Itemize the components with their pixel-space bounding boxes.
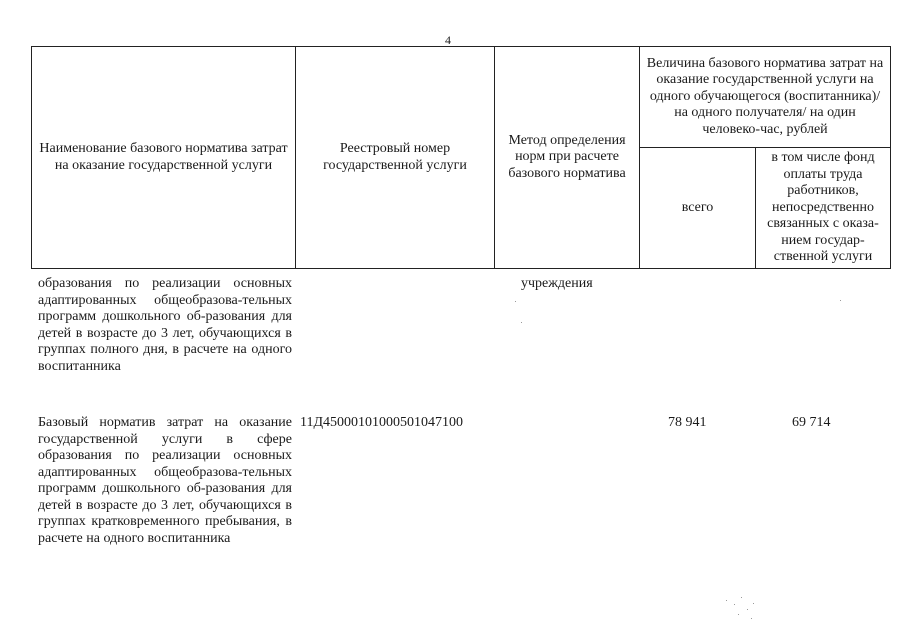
table-row-2-wage-fund: 69 714 xyxy=(792,415,831,430)
table-header xyxy=(31,46,891,269)
page-number: 4 xyxy=(445,33,451,47)
table-row-1-name: образования по реализации основных адаптированных общеобразова-тельных программ дошкольного об-разования для детей в возрасте до 3 лет, обучающихся в группах полного дня, в расчете на одного воспитанника xyxy=(38,276,292,374)
header-registry-cell xyxy=(296,47,495,269)
table-row-2-name: Базовый норматив затрат на оказание государственной услуги в сфере образования по реализации основных адаптированных общеобразова-тельных программ дошкольного об-разования для детей в возрасте до 3 лет, обучающихся в группах кратковременного пребывания, в расчете на одного воспитанника xyxy=(38,415,292,546)
header-value-group-cell xyxy=(640,47,891,148)
header-method: Метод определения норм при расчете базового норматива xyxy=(508,132,626,181)
header-method-cell xyxy=(495,47,640,269)
header-wage-fund: в том числе фонд оплаты труда работников, непосредственно связанных с оказа-нием государ-ственной услуги xyxy=(767,150,879,265)
header-name-cell xyxy=(32,47,296,269)
header-name: Наименование базового норматива затрат на оказание государственной услуги xyxy=(39,141,288,173)
header-registry-number: Реестровый номер государственной услуги xyxy=(323,141,467,173)
header-total-cell xyxy=(640,148,756,269)
table-row-2-registry-number: 11Д45000101000501047100 xyxy=(300,415,464,430)
header-wage-fund-cell xyxy=(756,148,891,269)
header-total: всего xyxy=(681,199,714,215)
table-row-1-method: учреждения xyxy=(521,276,593,291)
header-value-group: Величина базового норматива затрат на оказание государственной услуги на одного обучающегося (воспитанника)/ на одного получателя/ на один человеко-час, рублей xyxy=(646,55,884,137)
table-row-2-total: 78 941 xyxy=(668,415,707,430)
